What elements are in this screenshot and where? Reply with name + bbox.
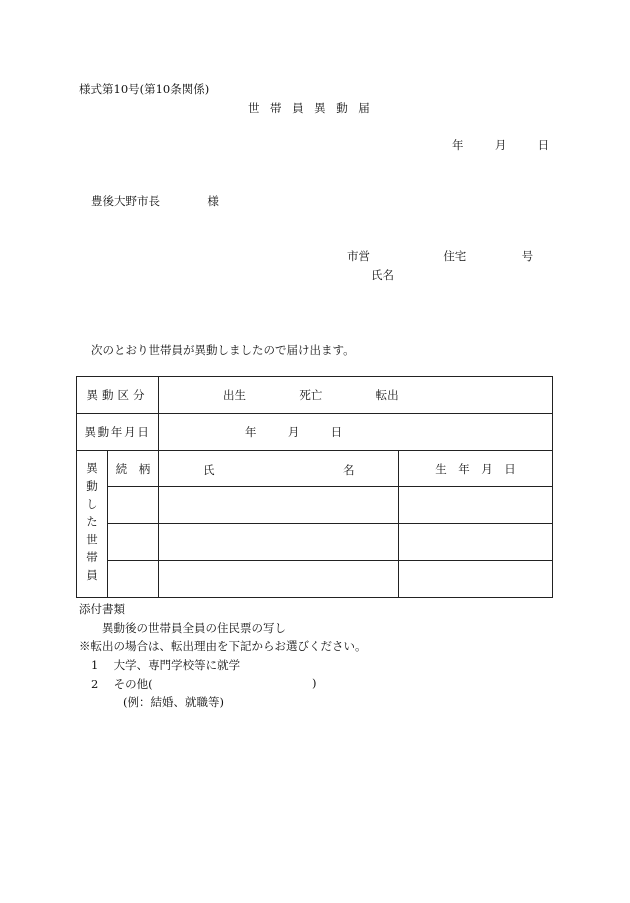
member-3-birthdate[interactable] xyxy=(399,561,553,598)
attachments-item: 異動後の世帯員全員の住民票の写し xyxy=(102,621,286,635)
applicant-name-label: 氏名 xyxy=(371,268,394,282)
movement-date-label: 異動年月日 xyxy=(77,414,159,451)
option-birth[interactable]: 出生 xyxy=(223,388,247,402)
member-3-relation[interactable] xyxy=(108,561,159,598)
option-moveout[interactable]: 転出 xyxy=(375,388,399,402)
changed-member-label-cell xyxy=(77,451,108,598)
date-year-label: 年 xyxy=(452,138,464,152)
reason-option-2-close: ) xyxy=(312,676,317,690)
member-1-relation[interactable] xyxy=(108,487,159,524)
addressee xyxy=(91,193,219,209)
number-suffix: 号 xyxy=(521,249,534,263)
name-header-family: 氏 xyxy=(203,463,215,477)
movement-year-label: 年 xyxy=(245,425,257,439)
reason-option-1[interactable] xyxy=(91,657,240,673)
name-header-given: 名 xyxy=(343,463,355,477)
form-number: 様式第10号(第10条関係) xyxy=(79,82,210,96)
member-2-relation[interactable] xyxy=(108,524,159,561)
moveout-note: ※転出の場合は、転出理由を下記からお選びください。 xyxy=(79,639,367,653)
relation-header: 続 柄 xyxy=(108,451,159,487)
movement-month-label: 月 xyxy=(287,425,300,439)
housing-prefix: 市営 xyxy=(347,249,370,263)
movement-table xyxy=(76,376,553,598)
birthdate-header: 生 年 月 日 xyxy=(399,451,553,487)
reason-option-1-label: 大学、専門学校等に就学 xyxy=(113,658,241,672)
member-3-name[interactable] xyxy=(159,561,399,598)
member-2-name[interactable] xyxy=(159,524,399,561)
movement-type-label: 異動区分 xyxy=(77,377,159,414)
reason-option-2[interactable] xyxy=(91,676,153,692)
changed-member-label: 異動した世帯員 xyxy=(85,461,99,587)
movement-type-options xyxy=(159,377,553,414)
reason-option-1-number: 1 xyxy=(91,658,99,672)
date-month-label: 月 xyxy=(494,138,507,152)
attachments-heading: 添付書類 xyxy=(79,602,125,616)
applicant-housing-line xyxy=(347,248,533,264)
movement-day-label: 日 xyxy=(330,425,343,439)
option-death[interactable]: 死亡 xyxy=(299,388,323,402)
date-day-label: 日 xyxy=(537,138,550,152)
name-header xyxy=(159,451,399,487)
member-1-birthdate[interactable] xyxy=(399,487,553,524)
reason-option-2-number: 2 xyxy=(91,677,99,691)
member-1-name[interactable] xyxy=(159,487,399,524)
document-title: 世 帯 員 異 動 届 xyxy=(248,101,374,115)
housing-suffix: 住宅 xyxy=(443,249,467,263)
reason-example: (例：結婚、就職等) xyxy=(123,695,224,709)
movement-date-value[interactable] xyxy=(159,414,553,451)
intro-text: 次のとおり世帯員が異動しましたので届け出ます。 xyxy=(91,343,355,357)
member-2-birthdate[interactable] xyxy=(399,524,553,561)
date-line xyxy=(452,137,549,153)
addressee-name: 豊後大野市長 xyxy=(91,194,160,208)
reason-option-2-label: その他( xyxy=(113,677,153,691)
addressee-honorific: 様 xyxy=(207,194,219,208)
